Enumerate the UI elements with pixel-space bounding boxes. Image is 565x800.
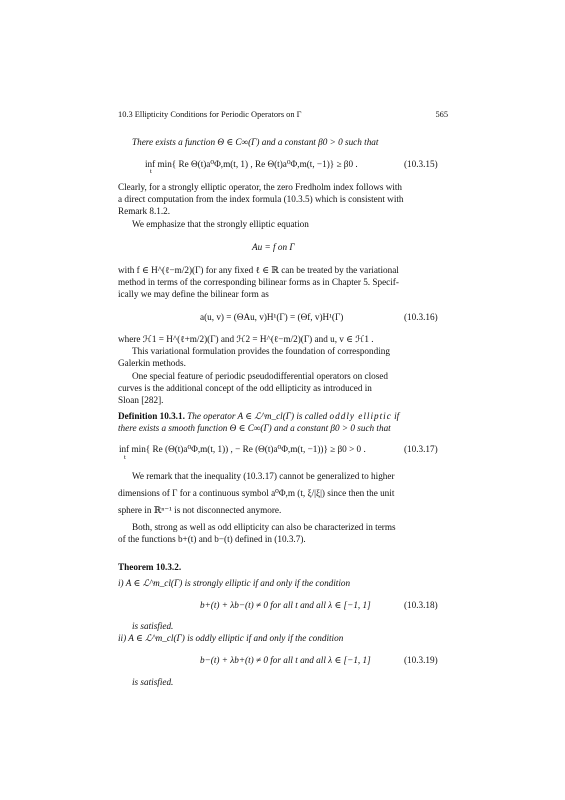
- equation-10-3-15: inf min{ Re Θ(t)a⁰Φ,m(t, 1) , Re Θ(t)a⁰Φ,m(t, −1)} ≥ β0 .: [145, 159, 358, 169]
- paragraph-3-line-2: method in terms of the corresponding bilinear forms as in Chapter 5. Specif-: [118, 277, 399, 287]
- equation-10-3-18: b+(t) + λb−(t) ≠ 0 for all t and all λ ∈ [−1, 1]: [200, 600, 371, 610]
- paragraph-5-line-1: This variational formulation provides the foundation of corresponding: [132, 346, 390, 356]
- equation-number-10-3-15: (10.3.15): [404, 159, 438, 169]
- definition-line-1: [118, 410, 399, 422]
- paragraph-6-line-1: One special feature of periodic pseudodifferential operators on closed: [132, 371, 388, 381]
- theorem-part-ii-end: is satisfied.: [132, 677, 174, 687]
- theorem-part-i-end: is satisfied.: [132, 621, 174, 631]
- paragraph-3-line-3: ically we may define the bilinear form as: [118, 289, 269, 299]
- equation-10-3-19: b−(t) + λb+(t) ≠ 0 for all t and all λ ∈ [−1, 1]: [200, 655, 371, 665]
- equation-10-3-16: a(u, v) = (ΘAu, v)H¹(Γ) = (Θf, v)H¹(Γ): [200, 312, 344, 322]
- paragraph-7-line-3: sphere in ℝⁿ⁻¹ is not disconnected anymore.: [118, 505, 282, 515]
- page-number: 565: [435, 110, 448, 119]
- paragraph-1-line-2: a direct computation from the index formula (10.3.5) which is consistent with: [118, 194, 404, 204]
- theorem-label: Theorem 10.3.2.: [118, 562, 182, 572]
- definition-label: Definition 10.3.1.: [118, 411, 185, 421]
- paragraph-6-line-2: curves is the additional concept of the odd ellipticity as introduced in: [118, 383, 372, 393]
- equation-10-3-17: inf min{ Re (Θ(t)a⁰Φ,m(t, 1)) , − Re (Θ(t)a⁰Φ,m(t, −1))} ≥ β0 > 0 .: [119, 444, 366, 454]
- paragraph-7-line-1: We remark that the inequality (10.3.17) cannot be generalized to higher: [132, 471, 395, 481]
- theorem-part-i: i) A ∈ ℒ^m_cl(Γ) is strongly elliptic if and only if the condition: [118, 578, 351, 588]
- paragraph-2: We emphasize that the strongly elliptic equation: [132, 219, 309, 229]
- equation-number-10-3-16: (10.3.16): [404, 312, 438, 322]
- equation-number-10-3-19: (10.3.19): [404, 655, 438, 665]
- equation-10-3-15-subscript: t: [150, 168, 152, 175]
- intro-line: There exists a function Θ ∈ C∞(Γ) and a constant β0 > 0 such that: [132, 137, 379, 147]
- definition-line-2: there exists a smooth function Θ ∈ C∞(Γ) and a constant β0 > 0 such that: [118, 423, 391, 433]
- definition-text-b: if: [394, 411, 400, 421]
- paragraph-8-line-1: Both, strong as well as odd ellipticity can also be characterized in terms: [132, 522, 396, 532]
- equation-au-f: Au = f on Γ: [252, 242, 295, 252]
- paragraph-3-line-1: with f ∈ H^(ℓ−m/2)(Γ) for any fixed ℓ ∈ ℝ can be treated by the variational: [118, 265, 399, 275]
- paragraph-4: where ℋ1 = H^(ℓ+m/2)(Γ) and ℋ2 = H^(ℓ−m/2)(Γ) and u, v ∈ ℋ1 .: [118, 334, 374, 344]
- paragraph-1-line-3: Remark 8.1.2.: [118, 206, 171, 216]
- paragraph-6-line-3: Sloan [282].: [118, 395, 164, 405]
- equation-number-10-3-18: (10.3.18): [404, 600, 438, 610]
- paragraph-5-line-2: Galerkin methods.: [118, 358, 186, 368]
- equation-number-10-3-17: (10.3.17): [404, 444, 438, 454]
- paragraph-1-line-1: Clearly, for a strongly elliptic operator, the zero Fredholm index follows with: [118, 182, 403, 192]
- theorem-part-ii: ii) A ∈ ℒ^m_cl(Γ) is oddly elliptic if and only if the condition: [118, 633, 344, 643]
- running-head-title: 10.3 Ellipticity Conditions for Periodic Operators on Γ: [118, 110, 302, 119]
- definition-term: oddly elliptic: [329, 411, 392, 421]
- paragraph-8-line-2: of the functions b+(t) and b−(t) defined in (10.3.7).: [118, 534, 306, 544]
- definition-text-a: The operator A ∈ ℒ^m_cl(Γ) is called: [187, 411, 328, 421]
- running-head: [118, 110, 448, 119]
- paragraph-7-line-2: dimensions of Γ for a continuous symbol a⁰Φ,m (t, ξ/|ξ|) since then the unit: [118, 488, 395, 498]
- equation-10-3-17-subscript: t: [124, 454, 126, 461]
